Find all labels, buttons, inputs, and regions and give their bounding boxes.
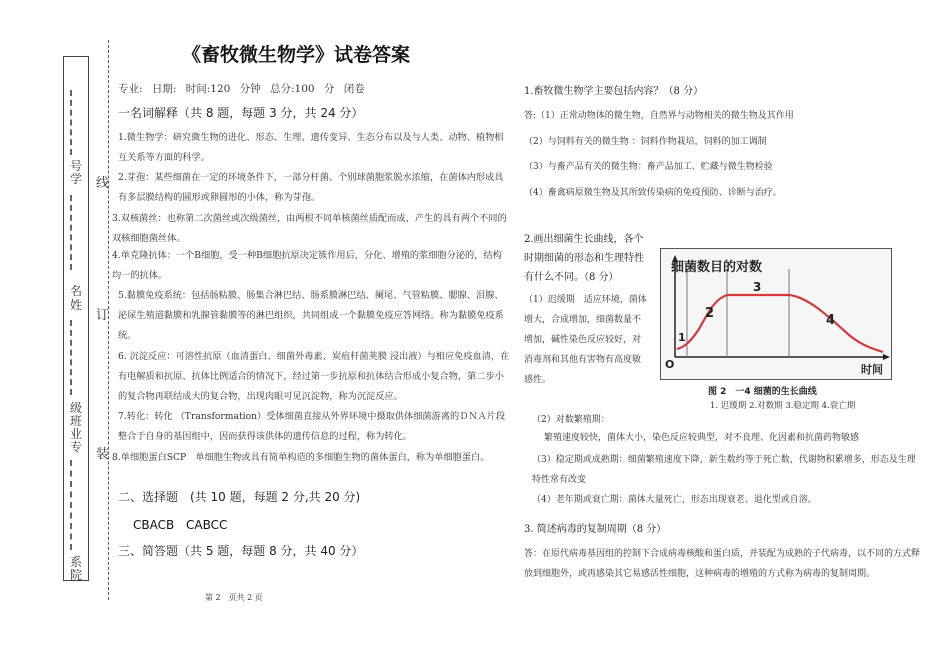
- id-fill-line: [70, 195, 86, 270]
- label-ming: 名: [70, 284, 83, 298]
- q2-answer-3: （3）稳定期或成熟期：细菌繁殖速度下降，新生数约等于死亡数，代谢物积累增多，形态及生理特性常有改变: [532, 455, 916, 485]
- growth-curve-line: [677, 295, 883, 352]
- section-3-heading: 三、简答题（共 5 题，每题 8 分，共 40 分）: [118, 544, 364, 558]
- q1-answer-3: （3）与畜产品有关的微生物：畜产品加工、贮藏与微生物检验: [524, 162, 773, 172]
- page-footer: 第 2 页共 2 页: [205, 593, 263, 602]
- question-1: 1.畜牧微生物学主要包括内容？（8 分）: [524, 86, 704, 97]
- q1-answer-1: 答:（1）正常动物体的微生物，自然界与动物相关的微生物及其作用: [524, 111, 794, 121]
- q2-answer-1: （1）迟缓期 适应环境，菌体增大，合成增加，细菌数量不增加，碱性染色反应较好，对消毒剂和其他有害物有高度敏感性。: [524, 295, 647, 385]
- term-6: 6. 沉淀反应：可溶性抗原（血清蛋白、细菌外毒素、炭疽杆菌荚膜 浸出液）与相应免疫血清，在有电解质和抗原、抗体比例适合的情况下，经过第一步抗原和抗体结合形成小复合物，第二步小的复合物再联结成大的复合物，出现肉眼可见沉淀物，称为沉淀反应。: [118, 351, 510, 402]
- x-axis-arrow: [883, 354, 890, 360]
- figure-origin-label: O: [665, 358, 675, 371]
- label-ban: 班: [70, 414, 83, 428]
- exam-meta: 专业: 日期: 时间:120 分钟 总分:100 分 闭卷: [118, 83, 365, 95]
- q2-answer-2-detail: 繁殖速度较快，菌体大小，染色反应较典型，对不良理、化因素和抗菌药物敏感: [544, 433, 860, 443]
- mc-answers: CBACB CABCC: [133, 518, 228, 532]
- q3-answer: 答：在原代病毒基因组的控制下合成病毒核酸和蛋白质，并装配为成熟的子代病毒，以不同的方式释放到细胞外，或再感染其它易感活性细胞，这种病毒的增殖的方式称为病毒的复制周期。: [524, 549, 921, 579]
- q2-answer-2: （2）对数繁殖期：: [532, 415, 610, 425]
- question-2: 2.画出细菌生长曲线，各个时期细菌的形态和生理特性有什么不同。（8 分）: [524, 234, 644, 283]
- term-5: 5.黏膜免疫系统：包括肠粘膜、肠集合淋巴结、肠系膜淋巴结、阑尾、气管粘膜、腮腺、泪腺、泌尿生殖道黏膜和乳腺管黏膜等的淋巴组织，共同组成一个黏膜免疫应答网络。称为黏膜免疫系统。: [118, 290, 504, 341]
- phase-label-1: 1: [678, 331, 686, 344]
- figure-x-label: 时间: [861, 363, 883, 376]
- label-yuan: 院: [70, 568, 83, 582]
- phase-label-4: 4: [826, 313, 836, 328]
- growth-curve-figure: [660, 248, 892, 380]
- section-2-heading: 二、选择题 (共 10 题，每题 2 分,共 20 分): [118, 490, 361, 504]
- margin-word-ding: 订: [96, 308, 110, 323]
- q2-answer-4: （4）老年期或衰亡期：菌体大量死亡，形态出现衰老、退化型或自溶。: [532, 495, 817, 505]
- label-ji: 级: [70, 401, 83, 415]
- question-3: 3. 简述病毒的复制周期（8 分）: [524, 524, 667, 535]
- label-xi: 系: [70, 555, 83, 569]
- term-8: 8.单细胞蛋白SCP 单细胞生物或具有简单构造的多细胞生物的菌体蛋白，称为单细胞蛋白。: [112, 452, 490, 463]
- name-fill-line: [70, 90, 86, 155]
- term-1: 1.微生物学：研究微生物的进化、形态、生理、遗传变异、生态分布以及与人类、动物、植物相互关系等方面的科学。: [118, 132, 504, 163]
- label-hao: 号: [70, 159, 83, 173]
- term-2: 2.芽孢：某些细菌在一定的环境条件下，一部分杆菌、个别球菌胞浆脱水浓缩，在菌体内形成具有多层膜结构的圆形或卵圆形的小体，称为芽孢。: [118, 172, 504, 203]
- term-7: 7.转化：转化 （Transformation）受体细菌直接从外界环境中摄取供体细菌游离的ＤＮＡ片段整合于自身的基因组中，因而获得该供体的遗传信息的过程，称为转化。: [118, 411, 506, 442]
- q1-answer-4: （4）畜禽病原微生物及其所致传染病的免疫预防、诊断与治疗。: [524, 188, 782, 198]
- figure-caption: 图 2 一4 细菌的生长曲线: [708, 387, 817, 397]
- section-1-heading: 一名词解释（共 8 题，每题 3 分，共 24 分）: [118, 106, 364, 120]
- term-4: 4.单克隆抗体：一个B细胞，受一种B细胞抗原决定簇作用后，分化、增殖的浆细胞分泌的，结构均一的抗体。: [112, 250, 502, 281]
- margin-word-zhuang: 装: [96, 447, 110, 462]
- page-title: 《畜牧微生物学》试卷答案: [182, 44, 411, 66]
- phase-label-3: 3: [753, 280, 762, 294]
- dept-fill-line: [70, 460, 86, 550]
- growth-curve-svg: [661, 249, 893, 381]
- margin-word-xian: 线: [96, 176, 110, 191]
- term-3: 3.双核菌丝：也称第二次菌丝或次级菌丝，由两根不同单核菌丝质配而成，产生的具有两个不同的双核细胞菌丝体。: [112, 213, 507, 244]
- figure-subcaption: 1. 迟缓期 2.对数期 3.稳定期 4.衰亡期: [710, 401, 856, 411]
- label-xue: 学: [70, 172, 83, 186]
- label-zhuan: 专: [70, 440, 83, 454]
- label-xing: 姓: [70, 298, 83, 312]
- class-fill-line: [70, 320, 86, 395]
- phase-label-2: 2: [705, 306, 715, 321]
- q1-answer-2: （2）与饲料有关的微生物 ：饲料作物栽培，饲料的加工调制: [524, 137, 767, 147]
- label-ye: 业: [70, 427, 83, 441]
- figure-y-label: 细菌数目的对数: [671, 260, 763, 275]
